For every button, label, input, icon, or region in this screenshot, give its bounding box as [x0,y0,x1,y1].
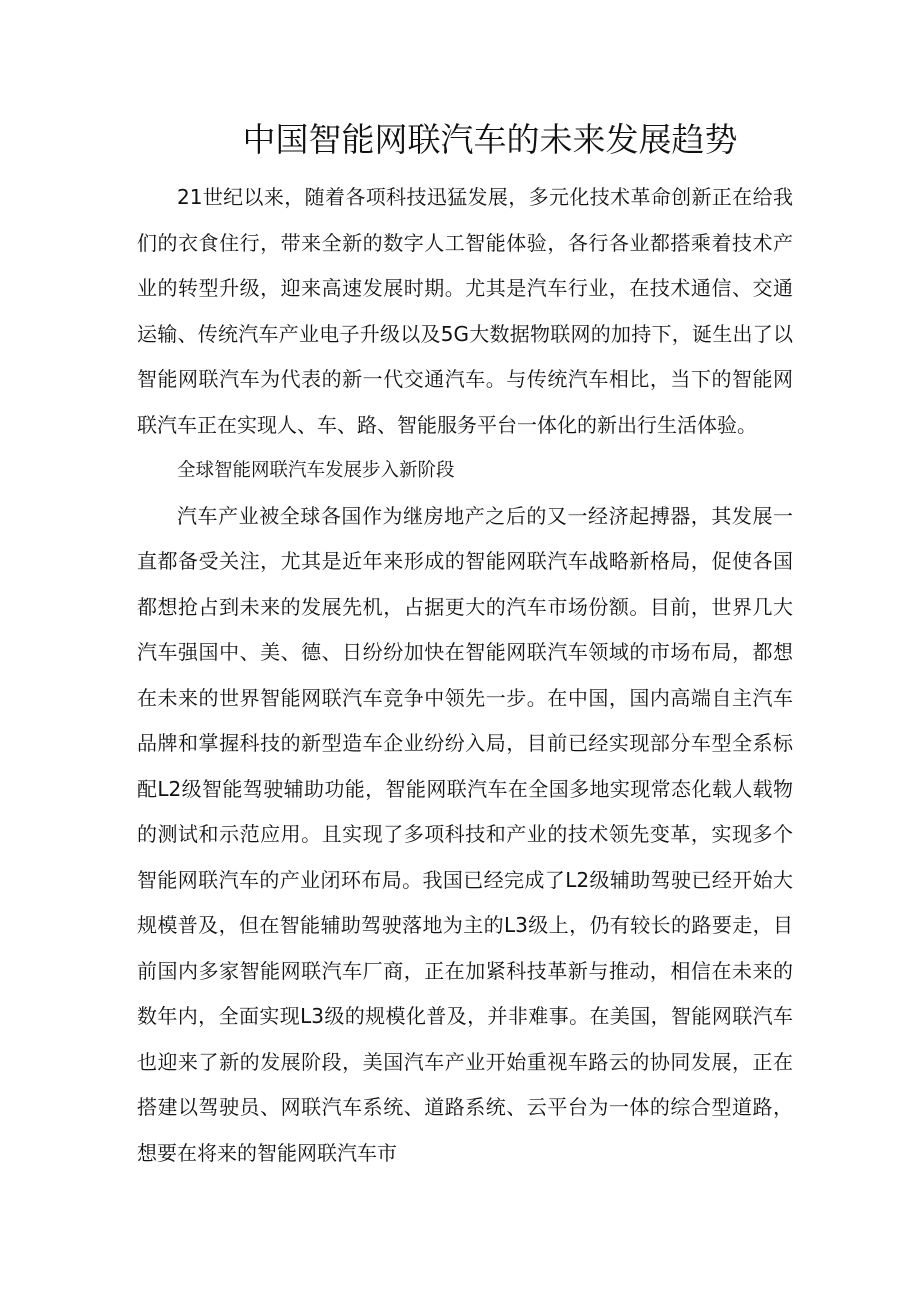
section-heading: 全球智能网联汽车发展步入新阶段 [177,460,455,481]
document-body [137,175,793,1176]
document-title: 中国智能网联汽车的未来发展趋势 [242,120,738,159]
paragraph-intro: 21世纪以来，随着各项科技迅猛发展，多元化技术革命创新正在给我们的衣食住行，带来全新的数字人工智能体验，各行各业都搭乘着技术产业的转型升级，迎来高速发展时期。尤其是汽车行业，在技术通信、交通运输、传统汽车产业电子升级以及5G大数据物联网的加持下，诞生出了以智能网联汽车为代表的新一代交通汽车。与传统汽车相比，当下的智能网联汽车正在实现人、车、路、智能服务平台一体化的新出行生活体验。 [137,185,793,437]
paragraph-global-development: 汽车产业被全球各国作为继房地产之后的又一经济起搏器，其发展一直都备受关注，尤其是近年来形成的智能网联汽车战略新格局，促使各国都想抢占到未来的发展先机，占据更大的汽车市场份额。目前，世界几大汽车强国中、美、德、日纷纷加快在智能网联汽车领域的市场布局，都想在未来的世界智能网联汽车竞争中领先一步。在中国，国内高端自主汽车品牌和掌握科技的新型造车企业纷纷入局，目前已经实现部分车型全系标配L2级智能驾驶辅助功能，智能网联汽车在全国多地实现常态化载人载物的测试和示范应用。且实现了多项科技和产业的技术领先变革，实现多个智能网联汽车的产业闭环布局。我国已经完成了L2级辅助驾驶已经开始大规模普及，但在智能辅助驾驶落地为主的L3级上，仍有较长的路要走，目前国内多家智能网联汽车厂商，正在加紧科技革新与推动，相信在未来的数年内，全面实现L3级的规模化普及，并非难事。在美国，智能网联汽车也迎来了新的发展阶段，美国汽车产业开始重视车路云的协同发展，正在搭建以驾驶员、网联汽车系统、道路系统、云平台为一体的综合型道路，想要在将来的智能网联汽车市 [137,503,793,1165]
